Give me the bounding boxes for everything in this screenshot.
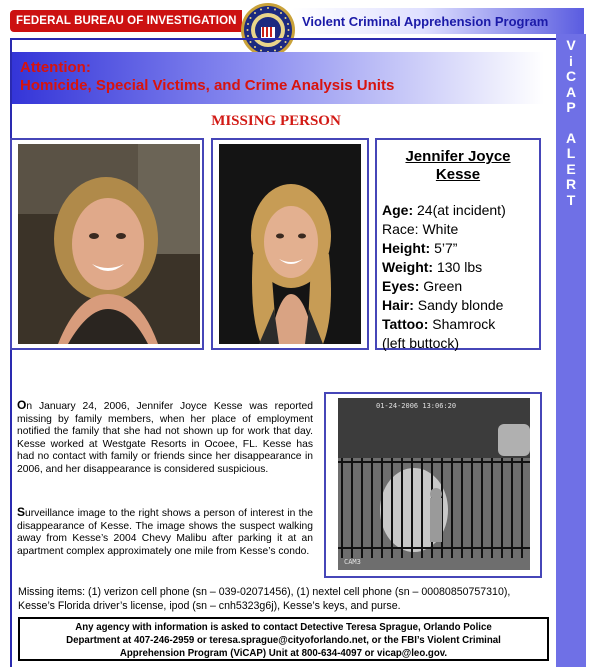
contact-box [18, 617, 549, 661]
vicap-alert-strip [556, 34, 586, 667]
paragraph-text: urveillance image to the right shows a person of interest in the disappearance of Kesse. The image shows the suspect walking away from Kesse’s 2004 Chevy Malibu after parking it at an apartment complex approximately one mile from Kesse’s condo. [17, 508, 313, 557]
vicap-letter: C [565, 68, 577, 84]
alert-letter: A [565, 129, 577, 146]
alert-letter: R [565, 176, 577, 192]
frame-top-rule [10, 38, 556, 40]
victim-photo-2-image [219, 144, 361, 344]
detail-label: Tattoo: [382, 316, 429, 332]
paragraph-text: n January 24, 2006, Jennifer Joyce Kesse was reported missing by family members, when her place of employment notified the family that she had not shown up for work that day. Kesse worked at Westgate Resorts in Ocoee, FL. Kesse has had no contact with family or friends since her disappearance in 2006, and her disappearance is considered suspicious. [17, 401, 313, 475]
dropcap: O [17, 398, 27, 412]
detail-value: Race: White [382, 221, 459, 237]
agency-banner [10, 10, 242, 32]
frame-left-rule [10, 38, 12, 667]
detail-value: 24(at incident) [413, 202, 506, 218]
missing-person-title: MISSING PERSON [211, 113, 341, 129]
vicap-letter: A [565, 83, 577, 100]
contact-line-2: Department at 407-246-2959 or teresa.sprague@cityoforlando.net, or the FBI’s Violent Criminal [66, 635, 501, 646]
vicap-letter: P [566, 99, 576, 115]
dropcap: S [17, 505, 26, 519]
person-details [375, 138, 541, 350]
vicap-letter: V [566, 37, 576, 53]
program-name: Violent Criminal Apprehension Program [302, 13, 549, 29]
person-name-line2: Kesse [435, 166, 481, 183]
victim-photo-1-image [18, 144, 200, 344]
surveillance-image-photo [338, 398, 530, 570]
alert-letter: L [566, 145, 576, 161]
contact-line-3: Apprehension Program (ViCAP) Unit at 800-634-4097 or vicap@leo.gov. [119, 648, 448, 659]
detail-race [382, 221, 458, 237]
fbi-seal-icon [240, 2, 296, 58]
missing-items: Missing items: (1) verizon cell phone (sn – 039-02071456), (1) nextel cell phone (sn – 00080850757310), Kesse’s Florida driver’s license, ipod (sn – cnh5323g6j), Kesse’s keys, and purse. [18, 586, 511, 612]
detail-label: Age: [382, 202, 414, 218]
detail-eyes [382, 278, 462, 294]
program-banner [292, 8, 584, 34]
alert-letter: E [566, 160, 576, 177]
vicap-letter: i [569, 52, 573, 69]
agency-name: FEDERAL BUREAU OF INVESTIGATION [16, 15, 237, 27]
detail-value: Shamrock [428, 316, 496, 332]
narrative-paragraph-1 [17, 399, 313, 477]
contact-line-1: Any agency with information is asked to contact Detective Teresa Sprague, Orlando Police [75, 622, 492, 633]
detail-value: Green [419, 278, 463, 294]
surveillance-camera-label: CAM3 [344, 558, 361, 566]
victim-photo-2 [211, 138, 369, 350]
attention-label: Attention: [20, 59, 91, 76]
person-name-line1: Jennifer Joyce [405, 148, 511, 165]
narrative-paragraph-2 [17, 506, 313, 558]
detail-value: 130 lbs [433, 259, 483, 275]
surveillance-image [324, 392, 542, 578]
detail-tattoo-location [382, 335, 459, 351]
detail-value: Sandy blonde [413, 297, 504, 313]
detail-label: Height: [382, 240, 431, 256]
victim-photo-1 [10, 138, 204, 350]
detail-hair [382, 297, 503, 313]
detail-tattoo [382, 316, 495, 332]
alert-letter: T [566, 191, 576, 208]
detail-label: Hair: [382, 297, 414, 313]
detail-height [382, 240, 457, 256]
detail-value: 5’7” [430, 240, 458, 256]
detail-value: (left buttock) [382, 335, 460, 351]
detail-age [382, 202, 506, 218]
surveillance-timestamp: 01-24-2006 13:06:20 [376, 402, 457, 410]
detail-weight [382, 259, 482, 275]
detail-label: Eyes: [382, 278, 420, 294]
attention-units: Homicide, Special Victims, and Crime Analysis Units [20, 77, 395, 94]
detail-label: Weight: [382, 259, 434, 275]
